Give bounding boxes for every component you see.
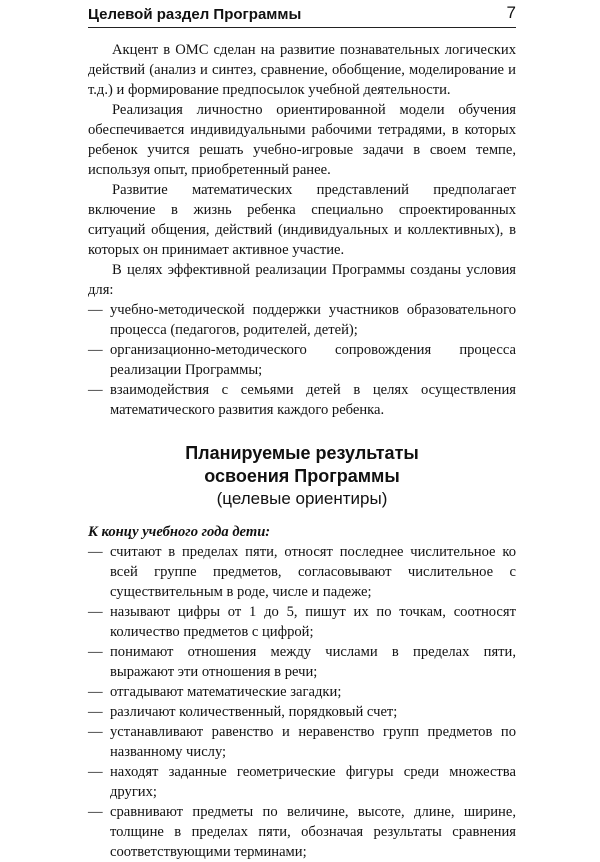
list-item-text: понимают отношения между числами в пределах пяти, выражают эти отношения в речи; (110, 644, 516, 680)
conditions-lead: В целях эффективной реализации Программы созданы условия для: (88, 262, 516, 298)
list-item-text: учебно-методической поддержки участников образовательного процесса (педагогов, родителей, детей); (110, 302, 516, 338)
list-item-text: организационно-методического сопровождения процесса реализации Программы; (110, 342, 516, 378)
list-item (88, 642, 516, 682)
dash-bullet: — (88, 544, 103, 560)
dash-bullet: — (88, 704, 103, 720)
paragraph: Развитие математических представлений предполагает включение в жизнь ребенка специально спроектированных ситуаций общения, действий (индивидуальных и коллективных), в которых он принимает активное участие. (88, 182, 516, 258)
dash-bullet: — (88, 604, 103, 620)
list-item-text: сравнивают предметы по величине, высоте, длине, ширине, толщине в пределах пяти, обозначая результаты сравнения соответствующими терминами; (110, 804, 516, 860)
results-lead: К концу учебного года дети: (88, 524, 271, 540)
list-item (88, 542, 516, 602)
dash-bullet: — (88, 342, 103, 358)
list-item-text: взаимодействия с семьями детей в целях осуществления математического развития каждого ребенка. (110, 382, 516, 418)
dash-bullet: — (88, 684, 103, 700)
header-title: Целевой раздел Программы (88, 6, 302, 23)
page-number: 7 (506, 3, 516, 22)
results-list (88, 542, 516, 862)
list-item (88, 802, 516, 862)
list-item (88, 722, 516, 762)
conditions-list (88, 300, 516, 420)
list-item (88, 602, 516, 642)
paragraph: Акцент в ОМС сделан на развитие познавательных логических действий (анализ и синтез, сравнение, обобщение, моделирование и т.д.) и формирование предпосылок учебной деятельности. (88, 42, 516, 98)
section-title-line2: освоения Программы (204, 466, 400, 486)
list-item-text: находят заданные геометрические фигуры среди множества других; (110, 764, 516, 800)
list-item (88, 702, 516, 722)
section-subtitle: (целевые ориентиры) (216, 489, 388, 508)
dash-bullet: — (88, 382, 103, 398)
dash-bullet: — (88, 764, 103, 780)
dash-bullet: — (88, 804, 103, 820)
list-item (88, 340, 516, 380)
list-item (88, 682, 516, 702)
list-item-text: различают количественный, порядковый счет; (110, 704, 398, 720)
list-item (88, 380, 516, 420)
list-item-text: устанавливают равенство и неравенство групп предметов по названному числу; (110, 724, 516, 760)
dash-bullet: — (88, 302, 103, 318)
list-item-text: считают в пределах пяти, относят последнее числительное ко всей группе предметов, согласовывают числительное с существительным в роде, числе и падеже; (110, 544, 516, 600)
dash-bullet: — (88, 724, 103, 740)
list-item (88, 762, 516, 802)
running-header (88, 0, 516, 28)
list-item-text: называют цифры от 1 до 5, пишут их по точкам, соотносят количество предметов с цифрой; (110, 604, 516, 640)
list-item (88, 300, 516, 340)
dash-bullet: — (88, 644, 103, 660)
paragraph: Реализация личностно ориентированной модели обучения обеспечивается индивидуальными рабочими тетрадями, в которых ребенок учится решать учебно-игровые задачи в своем темпе, используя опыт, приобретенный ранее. (88, 102, 516, 178)
section-heading (88, 442, 516, 510)
page-body (88, 40, 516, 862)
section-title-line1: Планируемые результаты (185, 443, 419, 463)
list-item-text: отгадывают математические загадки; (110, 684, 342, 700)
